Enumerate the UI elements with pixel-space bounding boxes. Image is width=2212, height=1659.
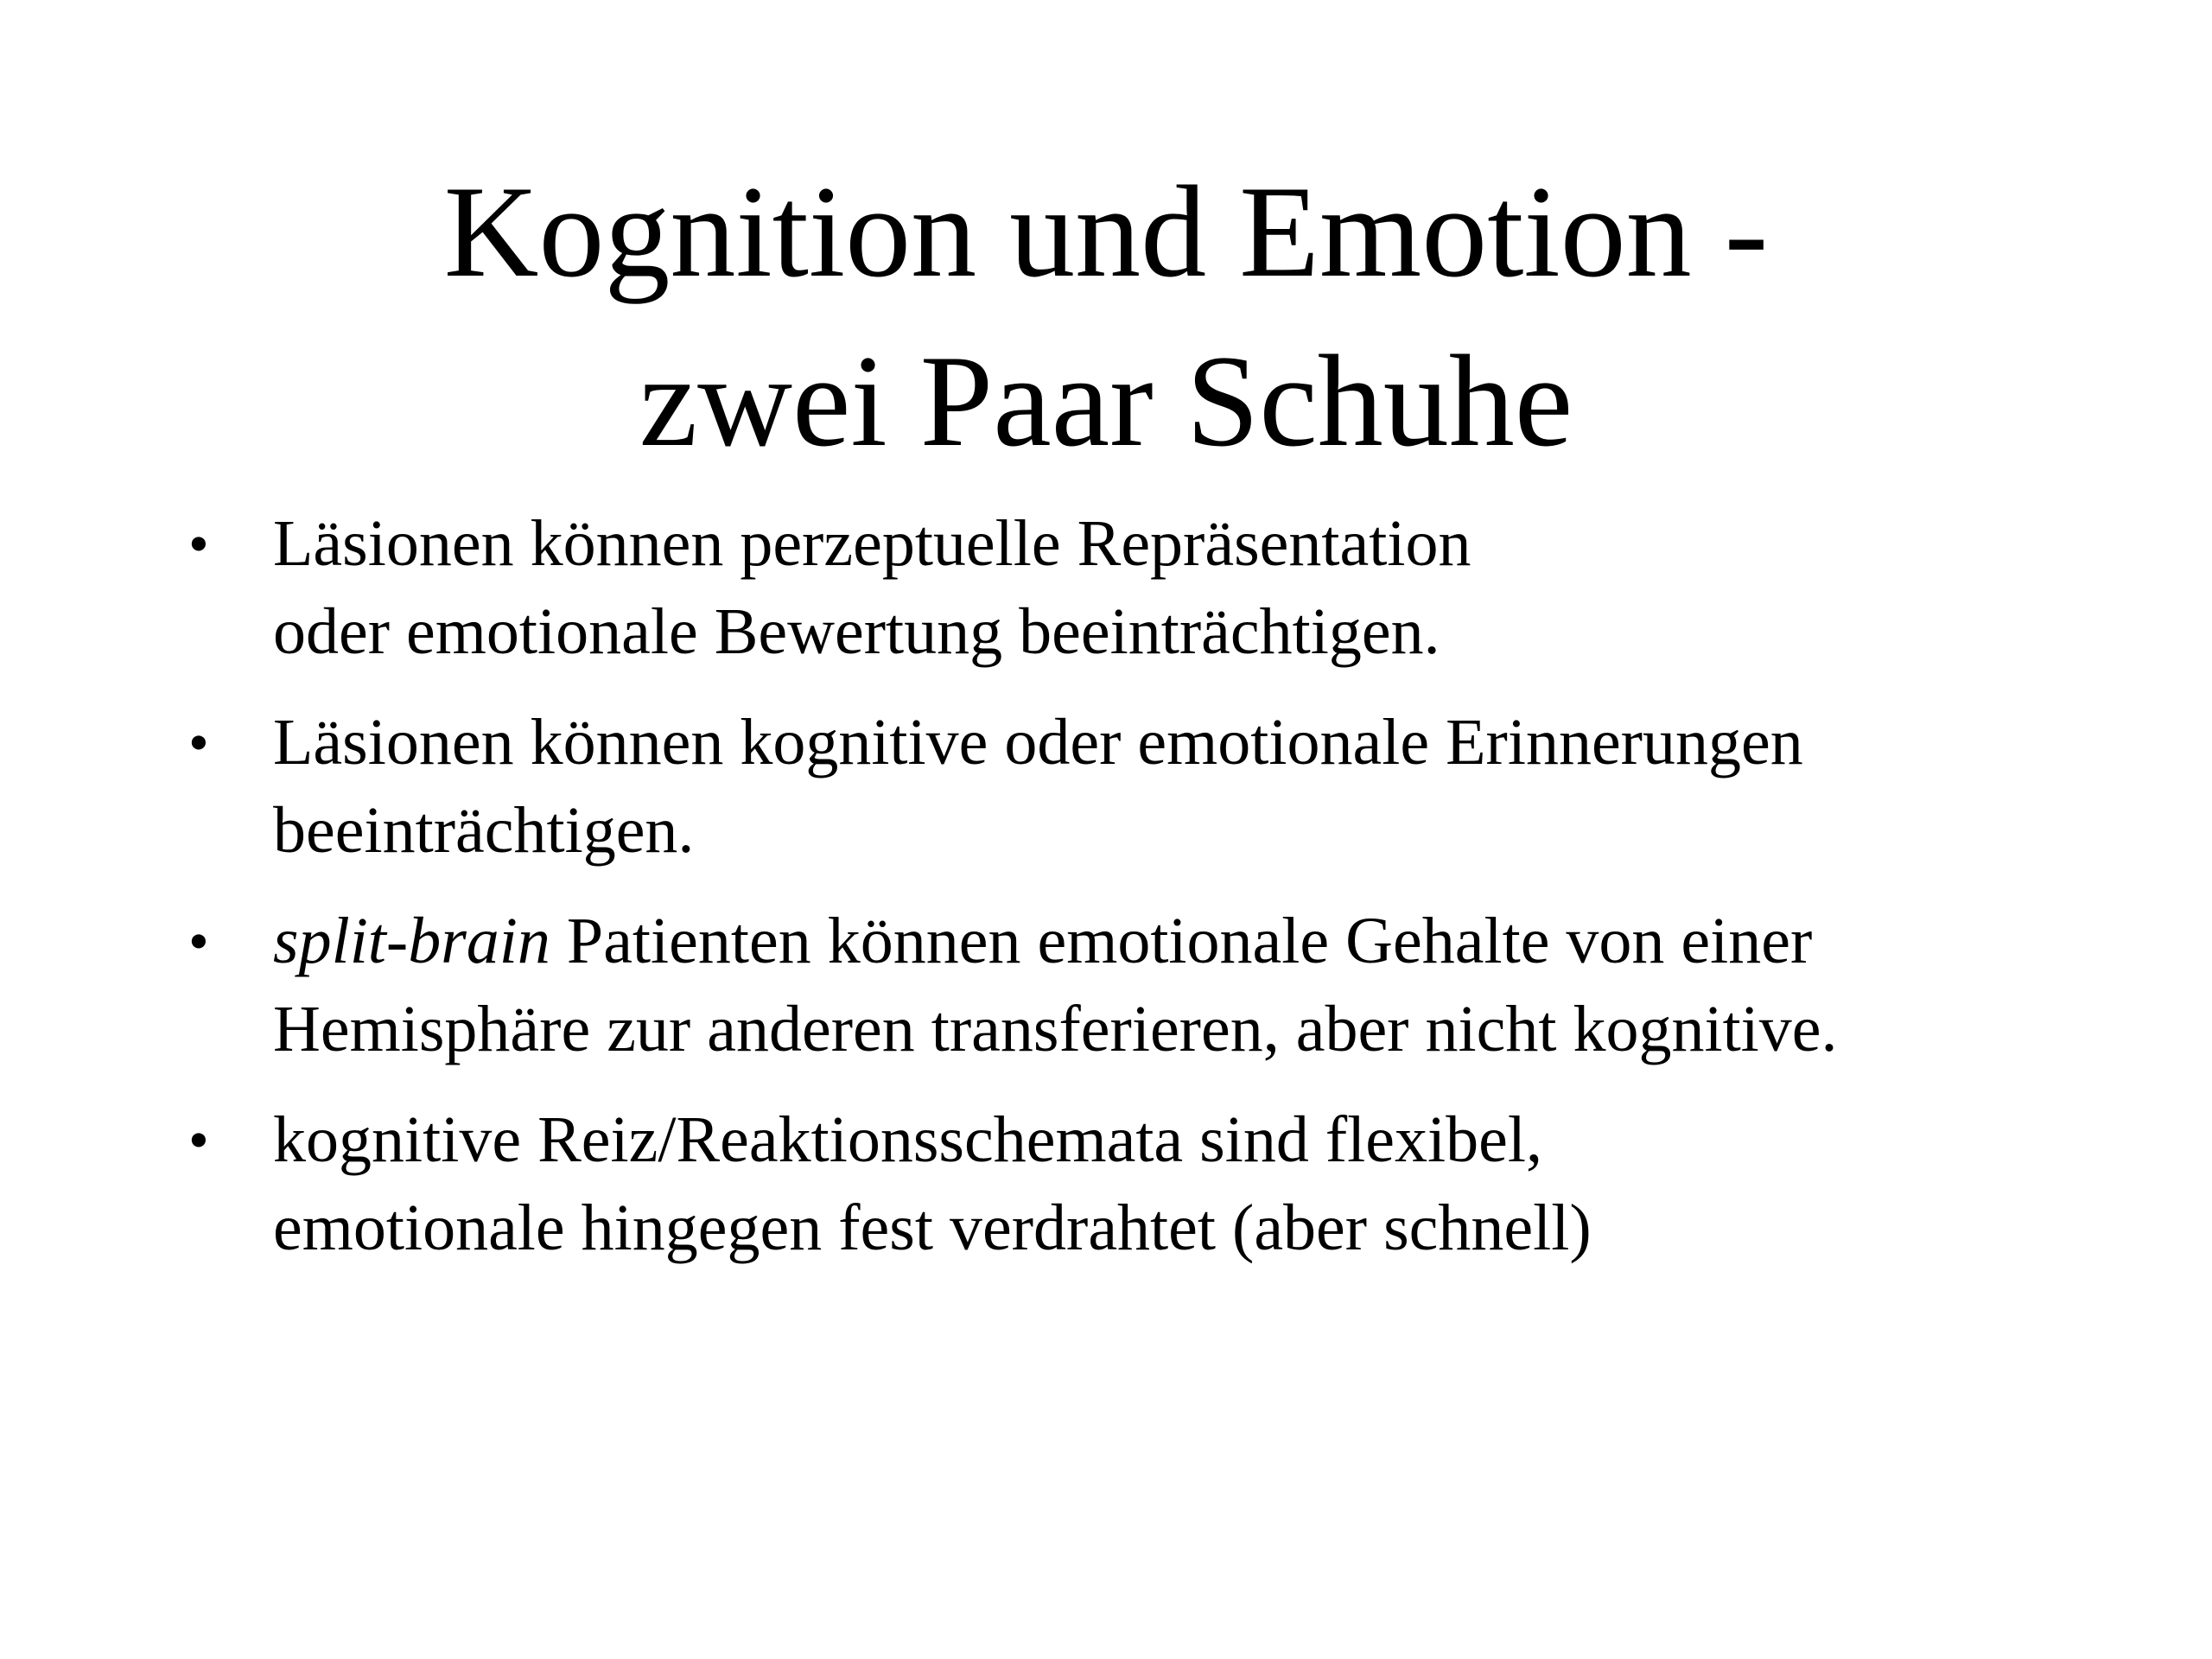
bullet-3-line-2: Hemisphäre zur anderen transferieren, aber nicht kognitive.	[273, 993, 1838, 1065]
bullet-4-line-1: kognitive Reiz/Reaktionsschemata sind flexibel,	[273, 1103, 1542, 1176]
bullet-marker-icon: •	[188, 511, 209, 576]
title-line-1: Kognition und Emotion -	[443, 159, 1769, 304]
bullet-3-line-1-rest: Patienten können emotionale Gehalte von einer	[550, 905, 1813, 977]
bullet-2-line-1: Läsionen können kognitive oder emotionale Erinnerungen	[273, 706, 1803, 779]
bullet-1-line-1: Läsionen können perzeptuelle Repräsentation	[273, 507, 1471, 580]
bullet-3-italic-term: split-brain	[273, 905, 550, 977]
bullet-marker-icon: •	[188, 1107, 209, 1173]
bullet-list	[0, 499, 2212, 1294]
bullet-3-line-1	[273, 897, 2212, 985]
title-line-2: zwei Paar Schuhe	[639, 328, 1573, 474]
bullet-4-line-2: emotionale hingegen fest verdrahtet (aber schnell)	[273, 1192, 1592, 1264]
bullet-item-3	[0, 897, 2212, 1073]
bullet-marker-icon: •	[188, 908, 209, 974]
bullet-item-4	[0, 1096, 2212, 1272]
bullet-item-2	[0, 698, 2212, 874]
bullet-1-line-2: oder emotionale Bewertung beeinträchtigen.	[273, 595, 1440, 668]
bullet-2-line-2: beeinträchtigen.	[273, 794, 695, 867]
bullet-item-1	[0, 499, 2212, 676]
slide-title	[0, 147, 2212, 486]
bullet-marker-icon: •	[188, 709, 209, 775]
